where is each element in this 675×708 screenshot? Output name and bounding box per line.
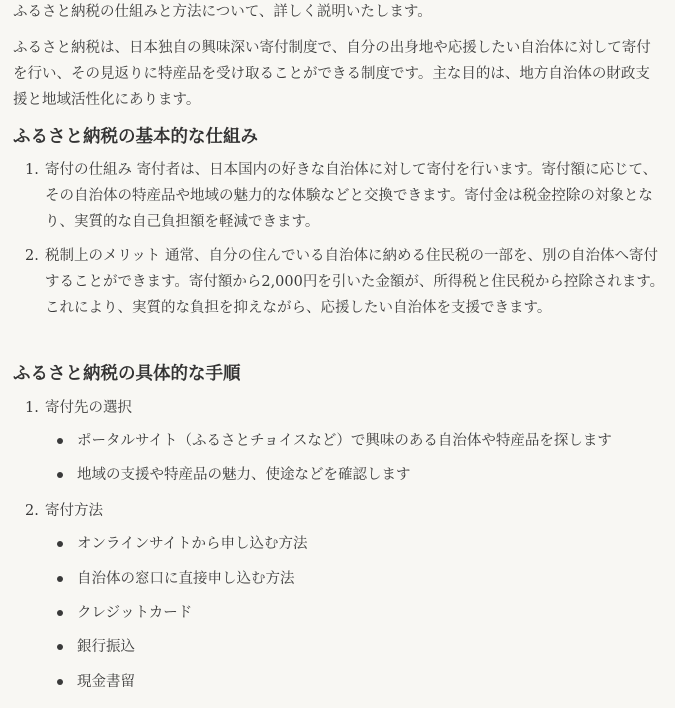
list-number: 1. bbox=[25, 400, 39, 416]
bullet-item-text: ポータルサイト（ふるさとチョイスなど）で興味のある自治体や特産品を探します bbox=[77, 433, 612, 449]
bullet-dot-icon bbox=[57, 472, 63, 478]
bullet-dot-icon bbox=[57, 679, 63, 685]
bullet-item bbox=[57, 429, 612, 453]
mechanism-list-item bbox=[25, 243, 665, 321]
bullet-item bbox=[57, 567, 295, 591]
procedure-list-item bbox=[25, 498, 665, 524]
bullet-dot-icon bbox=[57, 644, 63, 650]
list-number: 1. bbox=[25, 162, 39, 178]
bullet-item bbox=[57, 635, 135, 659]
bullet-item bbox=[57, 463, 411, 487]
section-heading-procedure: ふるさと納税の具体的な手順 bbox=[13, 364, 241, 384]
bullet-dot-icon bbox=[57, 576, 63, 582]
overview-paragraph: ふるさと納税は、日本独自の興味深い寄付制度で、自分の出身地や応援したい自治体に対して寄付を行い、その見返りに特産品を受け取ることができる制度です。主な目的は、地方自治体の財政支援と地域活性化にあります。 bbox=[13, 40, 651, 108]
bullet-item-text: 自治体の窓口に直接申し込む方法 bbox=[77, 571, 295, 587]
list-item-text: 寄付先の選択 bbox=[45, 400, 132, 416]
list-number: 2. bbox=[25, 503, 39, 519]
section-heading-mechanism: ふるさと納税の基本的な仕組み bbox=[13, 127, 258, 147]
procedure-list-item bbox=[25, 395, 665, 421]
bullet-item bbox=[57, 670, 135, 694]
intro-text: ふるさと納税の仕組みと方法について、詳しく説明いたします。 bbox=[13, 4, 432, 20]
bullet-item bbox=[57, 601, 192, 625]
bullet-dot-icon bbox=[57, 610, 63, 616]
bullet-dot-icon bbox=[57, 438, 63, 444]
list-item-text: 寄付の仕組み 寄付者は、日本国内の好きな自治体に対して寄付を行います。寄付額に応じて、その自治体の特産品や地域の魅力的な体験などと交換できます。寄付金は税金控除の対象となり、実質的な自己負担額を軽減できます。 bbox=[45, 162, 658, 230]
bullet-item-text: オンラインサイトから申し込む方法 bbox=[77, 536, 308, 552]
list-item-text: 税制上のメリット 通常、自分の住んでいる自治体に納める住民税の一部を、別の自治体へ寄付することができます。寄付額から2,000円を引いた金額が、所得税と住民税から控除されます。これにより、実質的な負担を抑えながら、応援したい自治体を支援できます。 bbox=[45, 248, 665, 316]
mechanism-list-item bbox=[25, 157, 665, 235]
bullet-item-text: 現金書留 bbox=[77, 674, 135, 690]
bullet-item-text: 銀行振込 bbox=[77, 639, 135, 655]
list-item-text: 寄付方法 bbox=[45, 503, 103, 519]
bullet-item-text: クレジットカード bbox=[77, 605, 193, 621]
bullet-item bbox=[57, 532, 308, 556]
list-number: 2. bbox=[25, 248, 39, 264]
bullet-dot-icon bbox=[57, 541, 63, 547]
bullet-item-text: 地域の支援や特産品の魅力、使途などを確認します bbox=[77, 467, 411, 483]
